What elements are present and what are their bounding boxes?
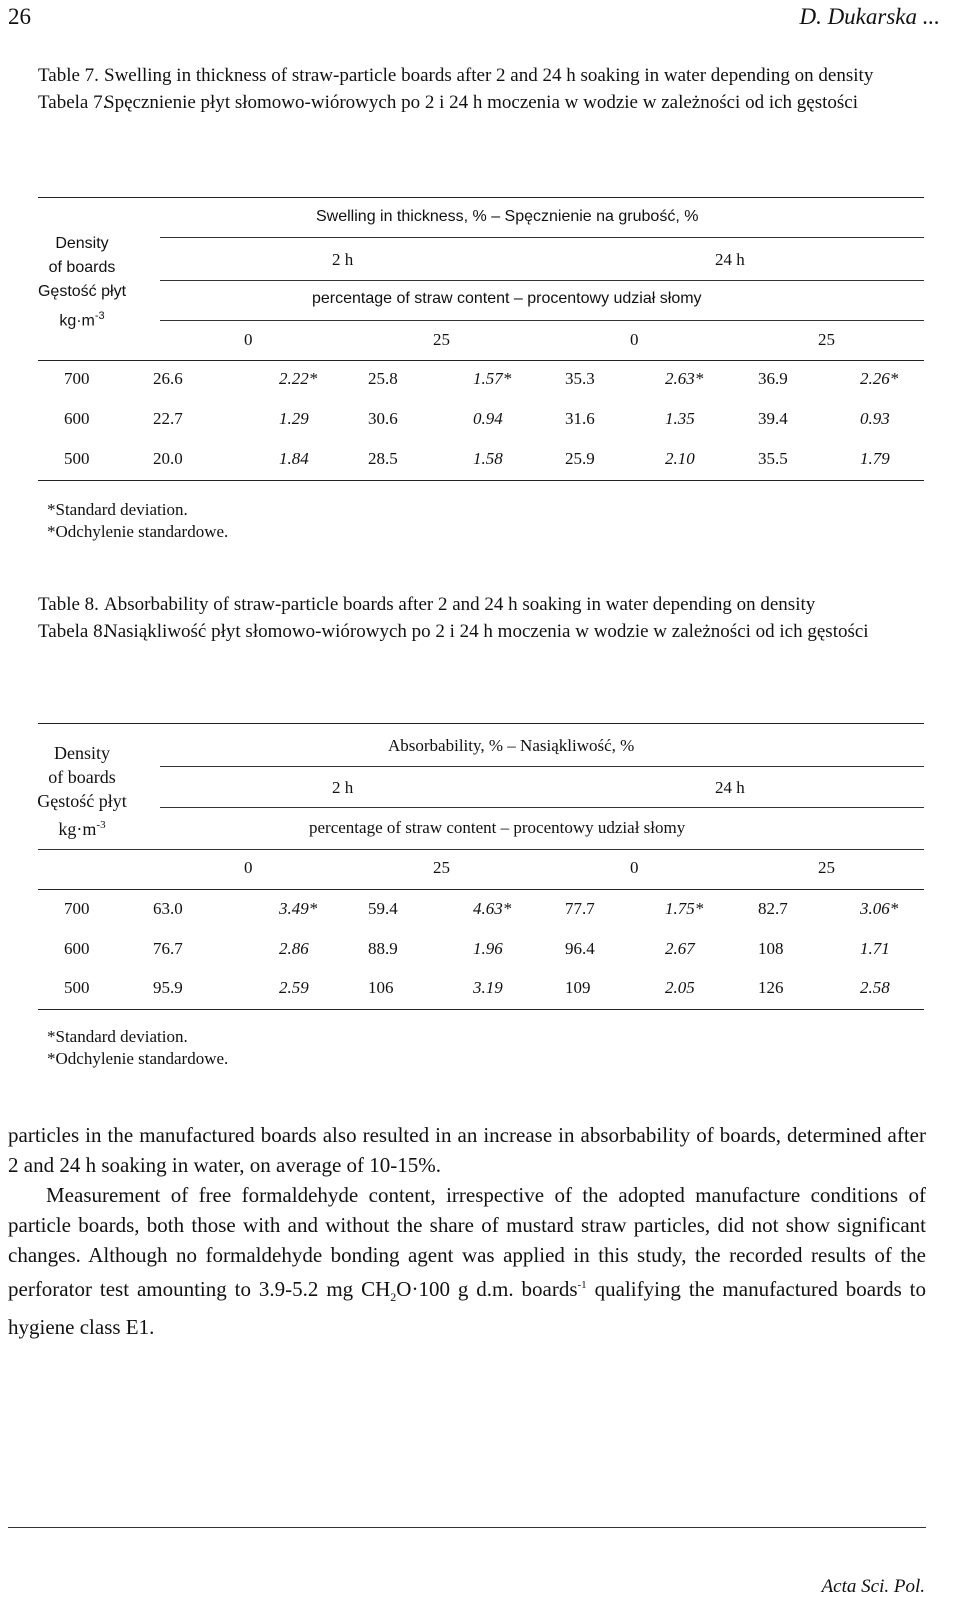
std-dev-cell: 1.58 (473, 449, 503, 468)
table8-bottom-rule (38, 1009, 924, 1010)
std-dev-cell: 1.96 (473, 939, 503, 958)
footer-rule (8, 1527, 926, 1528)
std-dev-cell: 2.26* (860, 369, 899, 388)
table8-main-header: Absorbability, % – Nasiąkliwość, % (388, 736, 635, 755)
table8-rule-2 (160, 766, 924, 767)
table8-pct-0-b: 0 (630, 858, 639, 877)
std-dev-cell: 3.06* (860, 899, 899, 918)
value-cell: 20.0 (153, 449, 183, 468)
density-header-line3: Gęstość płyt (37, 283, 127, 300)
table8-caption-pl: Nasiąkliwość płyt słomowo-wiórowych po 2 i 24 h moczenia w wodzie w zależności od ich gęstości (104, 621, 869, 642)
std-dev-cell: 2.05 (665, 978, 695, 997)
table7-footnote (47, 499, 228, 543)
table8-top-rule (38, 723, 924, 724)
page-number: 26 (8, 4, 31, 29)
table7-footnote-pl: *Odchylenie standardowe. (47, 522, 229, 541)
value-cell: 26.6 (153, 369, 183, 388)
table7-pct-0-b: 0 (630, 330, 639, 349)
table7-mid-rule (38, 360, 924, 361)
table7-caption-pl-label: Tabela 7. (38, 92, 108, 113)
table8-pct-25-a: 25 (433, 858, 450, 877)
density-header-unit: $kg\cdot m^{-3}$ (58, 819, 106, 839)
density-cell: 700 (64, 369, 90, 388)
std-dev-cell: 1.35 (665, 409, 695, 428)
std-dev-cell: 1.84 (279, 449, 309, 468)
value-cell: 77.7 (565, 899, 595, 918)
table7-pct-25-b: 25 (818, 330, 835, 349)
table8-time-2h: 2 h (332, 778, 354, 797)
value-cell: 63.0 (153, 899, 183, 918)
std-dev-cell: 2.22* (279, 369, 318, 388)
value-cell: 22.7 (153, 409, 183, 428)
std-dev-cell: 2.67 (665, 939, 695, 958)
table8-caption-en: Absorbability of straw-particle boards after 2 and 24 h soaking in water depending on density (104, 594, 816, 615)
value-cell: 88.9 (368, 939, 398, 958)
table7-main-header: Swelling in thickness, % – Spęcznienie na grubość, % (316, 208, 699, 225)
table8-straw-header: percentage of straw content – procentowy udział słomy (309, 818, 686, 837)
std-dev-cell: 1.71 (860, 939, 890, 958)
density-header-line2: of boards (48, 259, 116, 276)
table8-rule-3 (160, 807, 924, 808)
table7-density-header (22, 232, 142, 333)
density-cell: 700 (64, 899, 90, 918)
std-dev-cell: 0.94 (473, 409, 503, 428)
std-dev-cell: 1.57* (473, 369, 512, 388)
std-dev-cell: 2.63* (665, 369, 704, 388)
table7-bottom-rule (38, 480, 924, 481)
std-dev-cell: 2.58 (860, 978, 890, 997)
table7-pct-25-a: 25 (433, 330, 450, 349)
table7-caption-pl: Spęcznienie płyt słomowo-wiórowych po 2 i 24 h moczenia w wodzie w zależności od ich gęstości (104, 92, 858, 113)
value-cell: 106 (368, 978, 394, 997)
value-cell: 31.6 (565, 409, 595, 428)
density-cell: 500 (64, 449, 90, 468)
table7-top-rule (38, 197, 924, 198)
density-header-line1: Density (54, 743, 110, 763)
table8-rule-4 (38, 849, 924, 850)
density-header-line1: Density (55, 235, 109, 252)
body-paragraph-1: particles in the manufactured boards also resulted in an increase in absorbability of boards, determined after 2 and 24 h soaking in water, on average of 10-15%. (8, 1123, 926, 1177)
table8-mid-rule (38, 889, 924, 890)
value-cell: 39.4 (758, 409, 788, 428)
table8-density-header (22, 741, 142, 841)
value-cell: 126 (758, 978, 784, 997)
table7-straw-header: percentage of straw content – procentowy udział słomy (312, 290, 702, 307)
value-cell: 82.7 (758, 899, 788, 918)
value-cell: 109 (565, 978, 591, 997)
density-cell: 600 (64, 939, 90, 958)
body-text (8, 1120, 926, 1342)
table7-time-24h: 24 h (715, 250, 745, 269)
table8-pct-25-b: 25 (818, 858, 835, 877)
density-cell: 500 (64, 978, 90, 997)
table7-caption-en: Swelling in thickness of straw-particle boards after 2 and 24 h soaking in water depending on density (104, 65, 874, 86)
table8-time-24h: 24 h (715, 778, 745, 797)
table7-rule-3 (160, 280, 924, 281)
value-cell: 35.5 (758, 449, 788, 468)
table8-caption-pl-label: Tabela 8. (38, 621, 108, 642)
value-cell: 36.9 (758, 369, 788, 388)
running-author: D. Dukarska ... (799, 4, 940, 29)
density-header-unit: $kg\cdot m^{-3}$ (59, 310, 105, 330)
value-cell: 95.9 (153, 978, 183, 997)
table8-footnote-pl: *Odchylenie standardowe. (47, 1049, 229, 1068)
value-cell: 108 (758, 939, 784, 958)
table7-caption-en-label: Table 7. (38, 65, 99, 86)
table8-footnote (47, 1026, 228, 1070)
table7-rule-2 (160, 237, 924, 238)
table7-pct-0-a: 0 (244, 330, 253, 349)
std-dev-cell: 3.49* (279, 899, 318, 918)
table8-caption (38, 591, 933, 645)
table8-pct-0-a: 0 (244, 858, 253, 877)
value-cell: 28.5 (368, 449, 398, 468)
std-dev-cell: 0.93 (860, 409, 890, 428)
table8-footnote-en: *Standard deviation. (47, 1027, 188, 1046)
density-header-line2: of boards (48, 767, 116, 787)
body-paragraph-2: Measurement of free formaldehyde content, irrespective of the adopted manufacture conditions of particle boards, both those with and without the share of mustard straw particles, did not show significant changes. Although no formaldehyde bonding agent was applied in this study, the recorded results of the perforator test amounting to 3.9-5.2 mg $CH_2O\cdot 100$ g d.m. boards$^{-1}$ qualifying the manufactured boards to hygiene class E1. (8, 1183, 927, 1340)
density-cell: 600 (64, 409, 90, 428)
std-dev-cell: 2.59 (279, 978, 309, 997)
std-dev-cell: 1.79 (860, 449, 890, 468)
table7-footnote-en: *Standard deviation. (47, 500, 188, 519)
value-cell: 59.4 (368, 899, 398, 918)
std-dev-cell: 3.19 (473, 978, 503, 997)
table7-caption (38, 62, 933, 116)
table8-caption-en-label: Table 8. (38, 594, 99, 615)
journal-name: Acta Sci. Pol. (821, 1576, 925, 1597)
std-dev-cell: 1.29 (279, 409, 309, 428)
density-header-line3: Gęstość płyt (37, 791, 127, 811)
value-cell: 30.6 (368, 409, 398, 428)
value-cell: 25.9 (565, 449, 595, 468)
table7-time-2h: 2 h (332, 250, 354, 269)
std-dev-cell: 2.86 (279, 939, 309, 958)
table7-rule-4 (160, 320, 924, 321)
value-cell: 25.8 (368, 369, 398, 388)
value-cell: 35.3 (565, 369, 595, 388)
std-dev-cell: 2.10 (665, 449, 695, 468)
value-cell: 76.7 (153, 939, 183, 958)
std-dev-cell: 1.75* (665, 899, 704, 918)
value-cell: 96.4 (565, 939, 595, 958)
std-dev-cell: 4.63* (473, 899, 512, 918)
